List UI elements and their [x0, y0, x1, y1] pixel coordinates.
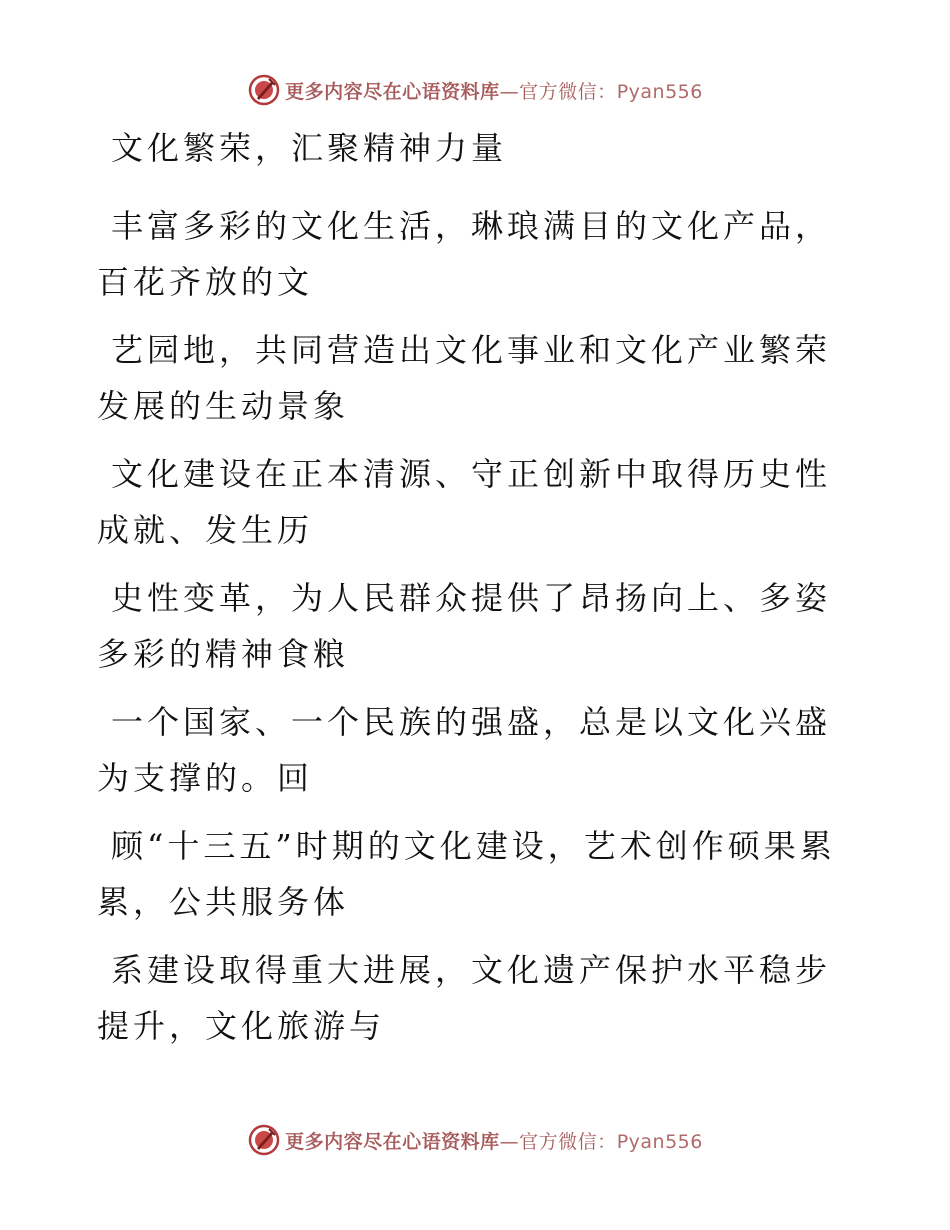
quill-pen-seal-icon: [247, 73, 281, 107]
watermark-separator: —: [499, 80, 520, 103]
paragraph-4: 史性变革，为人民群众提供了昂扬向上、多姿多彩的精神食粮: [97, 579, 832, 673]
watermark-separator: —: [499, 1130, 520, 1153]
quill-pen-seal-icon: [247, 1123, 281, 1157]
document-title-line: 文化繁荣，汇聚精神力量: [111, 129, 508, 167]
watermark-prefix: 更多内容尽在心语资料库: [285, 80, 500, 103]
paragraph-7: 系建设取得重大进展，文化遗产保护水平稳步提升，文化旅游与: [97, 951, 832, 1045]
watermark-suffix: 官方微信：: [519, 80, 617, 103]
paragraph-5: 一个国家、一个民族的强盛，总是以文化兴盛为支撑的。回: [97, 703, 832, 797]
paragraph-1: 丰富多彩的文化生活，琳琅满目的文化产品，百花齐放的文: [97, 207, 832, 301]
watermark-suffix: 官方微信：: [519, 1130, 617, 1153]
footer-watermark: [0, 1120, 950, 1160]
paragraph-3: 文化建设在正本清源、守正创新中取得历史性成就、发生历: [97, 455, 832, 549]
document-body: [97, 120, 837, 1066]
header-watermark: [0, 70, 950, 110]
watermark-handle: Pyan556: [616, 80, 703, 103]
watermark-prefix: 更多内容尽在心语资料库: [285, 1130, 500, 1153]
paragraph-2: 艺园地，共同营造出文化事业和文化产业繁荣发展的生动景象: [97, 331, 832, 425]
watermark-handle: Pyan556: [616, 1130, 703, 1153]
paragraph-6: 顾“十三五”时期的文化建设，艺术创作硕果累累，公共服务体: [97, 827, 836, 921]
